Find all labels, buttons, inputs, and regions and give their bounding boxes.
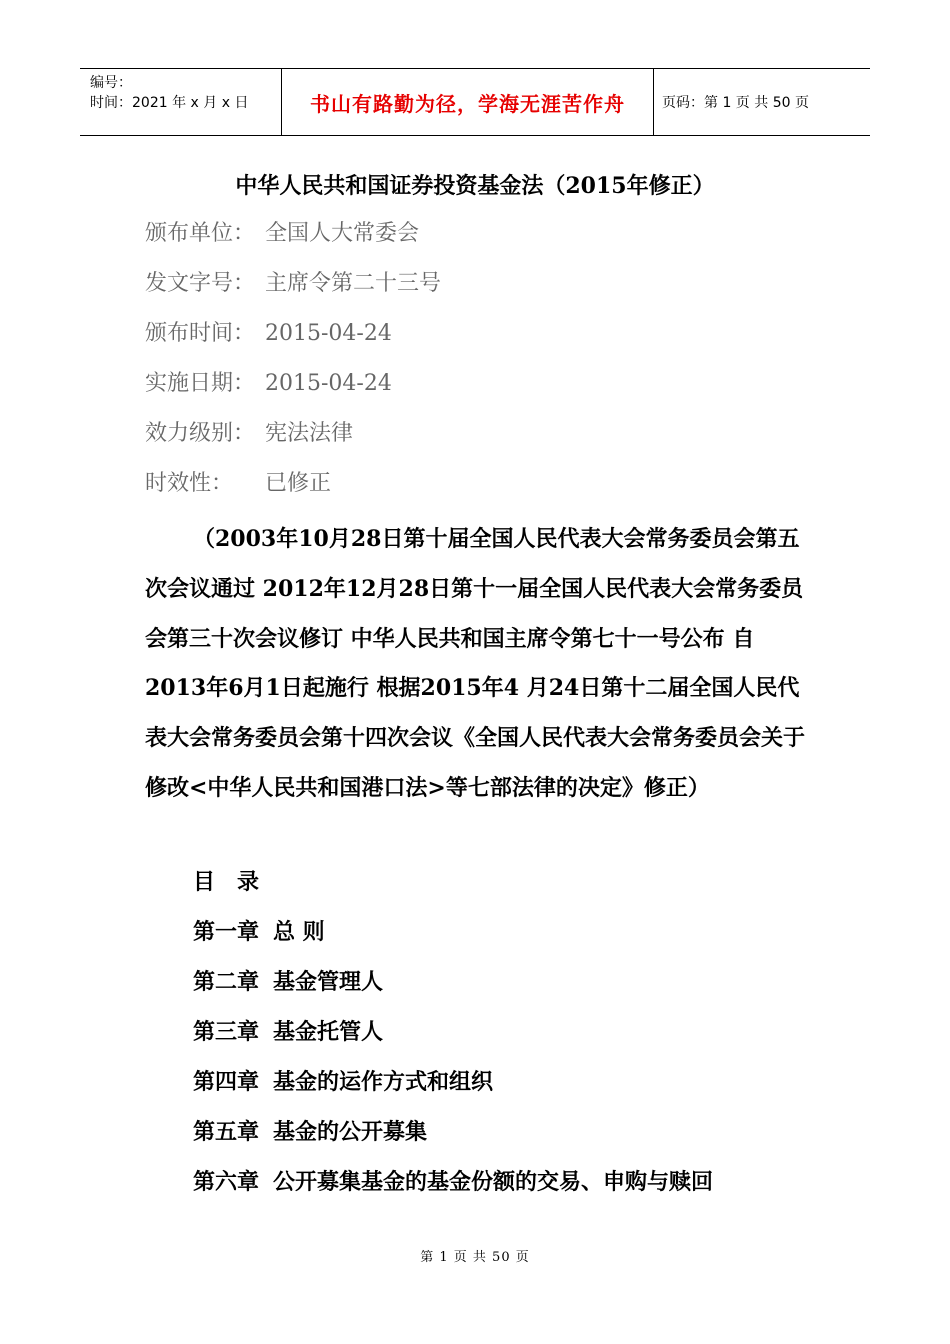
toc-item bbox=[193, 914, 713, 964]
meta-label: 时效性： bbox=[145, 471, 234, 496]
header-motto: 书山有路勤为径，学海无涯苦作舟 bbox=[282, 69, 654, 135]
meta-label: 效力级别： bbox=[145, 421, 256, 446]
toc-title: 目 录 bbox=[193, 869, 260, 895]
toc-chapter-name: 基金的公开募集 bbox=[273, 1119, 428, 1145]
meta-value: 2015-04-24 bbox=[265, 371, 392, 396]
toc-chapter-number: 第五章 bbox=[193, 1119, 260, 1145]
document-number-label: 编号： bbox=[90, 75, 132, 91]
header-info-cell bbox=[80, 69, 282, 135]
table-of-contents bbox=[193, 864, 713, 1214]
toc-chapter-name: 基金托管人 bbox=[273, 1019, 384, 1045]
document-preamble: （2003年10月28日第十届全国人民代表大会常务委员会第五次会议通过 2012年12月28日第十一届全国人民代表大会常务委员会第三十次会议修订 中华人民共和国主席令第七十一号公布 自2013年6月1日起施行 根据2015年4 月24日第十二届全国人民代表大会常务委员会第十四次会议《全国人民代表大会常务委员会关于修改<中华人民共和国港口法>等七部法律的决定》修正） bbox=[145, 526, 806, 801]
meta-label: 颁布单位： bbox=[145, 221, 256, 246]
meta-label: 发文字号： bbox=[145, 271, 256, 296]
toc-chapter-number: 第四章 bbox=[193, 1069, 260, 1095]
toc-item bbox=[193, 1014, 713, 1064]
header-page-info: 页码：第 1 页 共 50 页 bbox=[662, 95, 809, 111]
page-header bbox=[80, 68, 870, 136]
meta-label: 实施日期： bbox=[145, 371, 256, 396]
toc-chapter-number: 第二章 bbox=[193, 969, 260, 995]
meta-row-effective-date bbox=[145, 366, 441, 416]
toc-item bbox=[193, 1114, 713, 1164]
meta-row-validity bbox=[145, 466, 441, 516]
document-title: 中华人民共和国证券投资基金法（2015年修正） bbox=[235, 173, 715, 199]
toc-item bbox=[193, 964, 713, 1014]
toc-item bbox=[193, 1164, 713, 1214]
toc-chapter-name: 总 则 bbox=[273, 919, 325, 945]
meta-value: 宪法法律 bbox=[265, 421, 354, 446]
meta-value: 主席令第二十三号 bbox=[265, 271, 442, 296]
meta-row-legal-level bbox=[145, 416, 441, 466]
meta-row-doc-number bbox=[145, 266, 441, 316]
toc-chapter-number: 第一章 bbox=[193, 919, 260, 945]
meta-value: 已修正 bbox=[265, 471, 332, 496]
document-date-label: 时间：2021 年 x 月 x 日 bbox=[90, 95, 249, 111]
document-meta bbox=[145, 216, 441, 516]
toc-item bbox=[193, 1064, 713, 1114]
toc-chapter-name: 基金的运作方式和组织 bbox=[273, 1069, 494, 1095]
meta-value: 全国人大常委会 bbox=[265, 221, 420, 246]
meta-row-issue-date bbox=[145, 316, 441, 366]
toc-chapter-number: 第六章 bbox=[193, 1169, 260, 1195]
toc-chapter-name: 公开募集基金的基金份额的交易、申购与赎回 bbox=[273, 1169, 714, 1195]
meta-label: 颁布时间： bbox=[145, 321, 256, 346]
toc-chapter-number: 第三章 bbox=[193, 1019, 260, 1045]
meta-row-issuer bbox=[145, 216, 441, 266]
meta-value: 2015-04-24 bbox=[265, 321, 392, 346]
page-footer: 第 1 页 共 50 页 bbox=[420, 1250, 530, 1265]
toc-chapter-name: 基金管理人 bbox=[273, 969, 384, 995]
